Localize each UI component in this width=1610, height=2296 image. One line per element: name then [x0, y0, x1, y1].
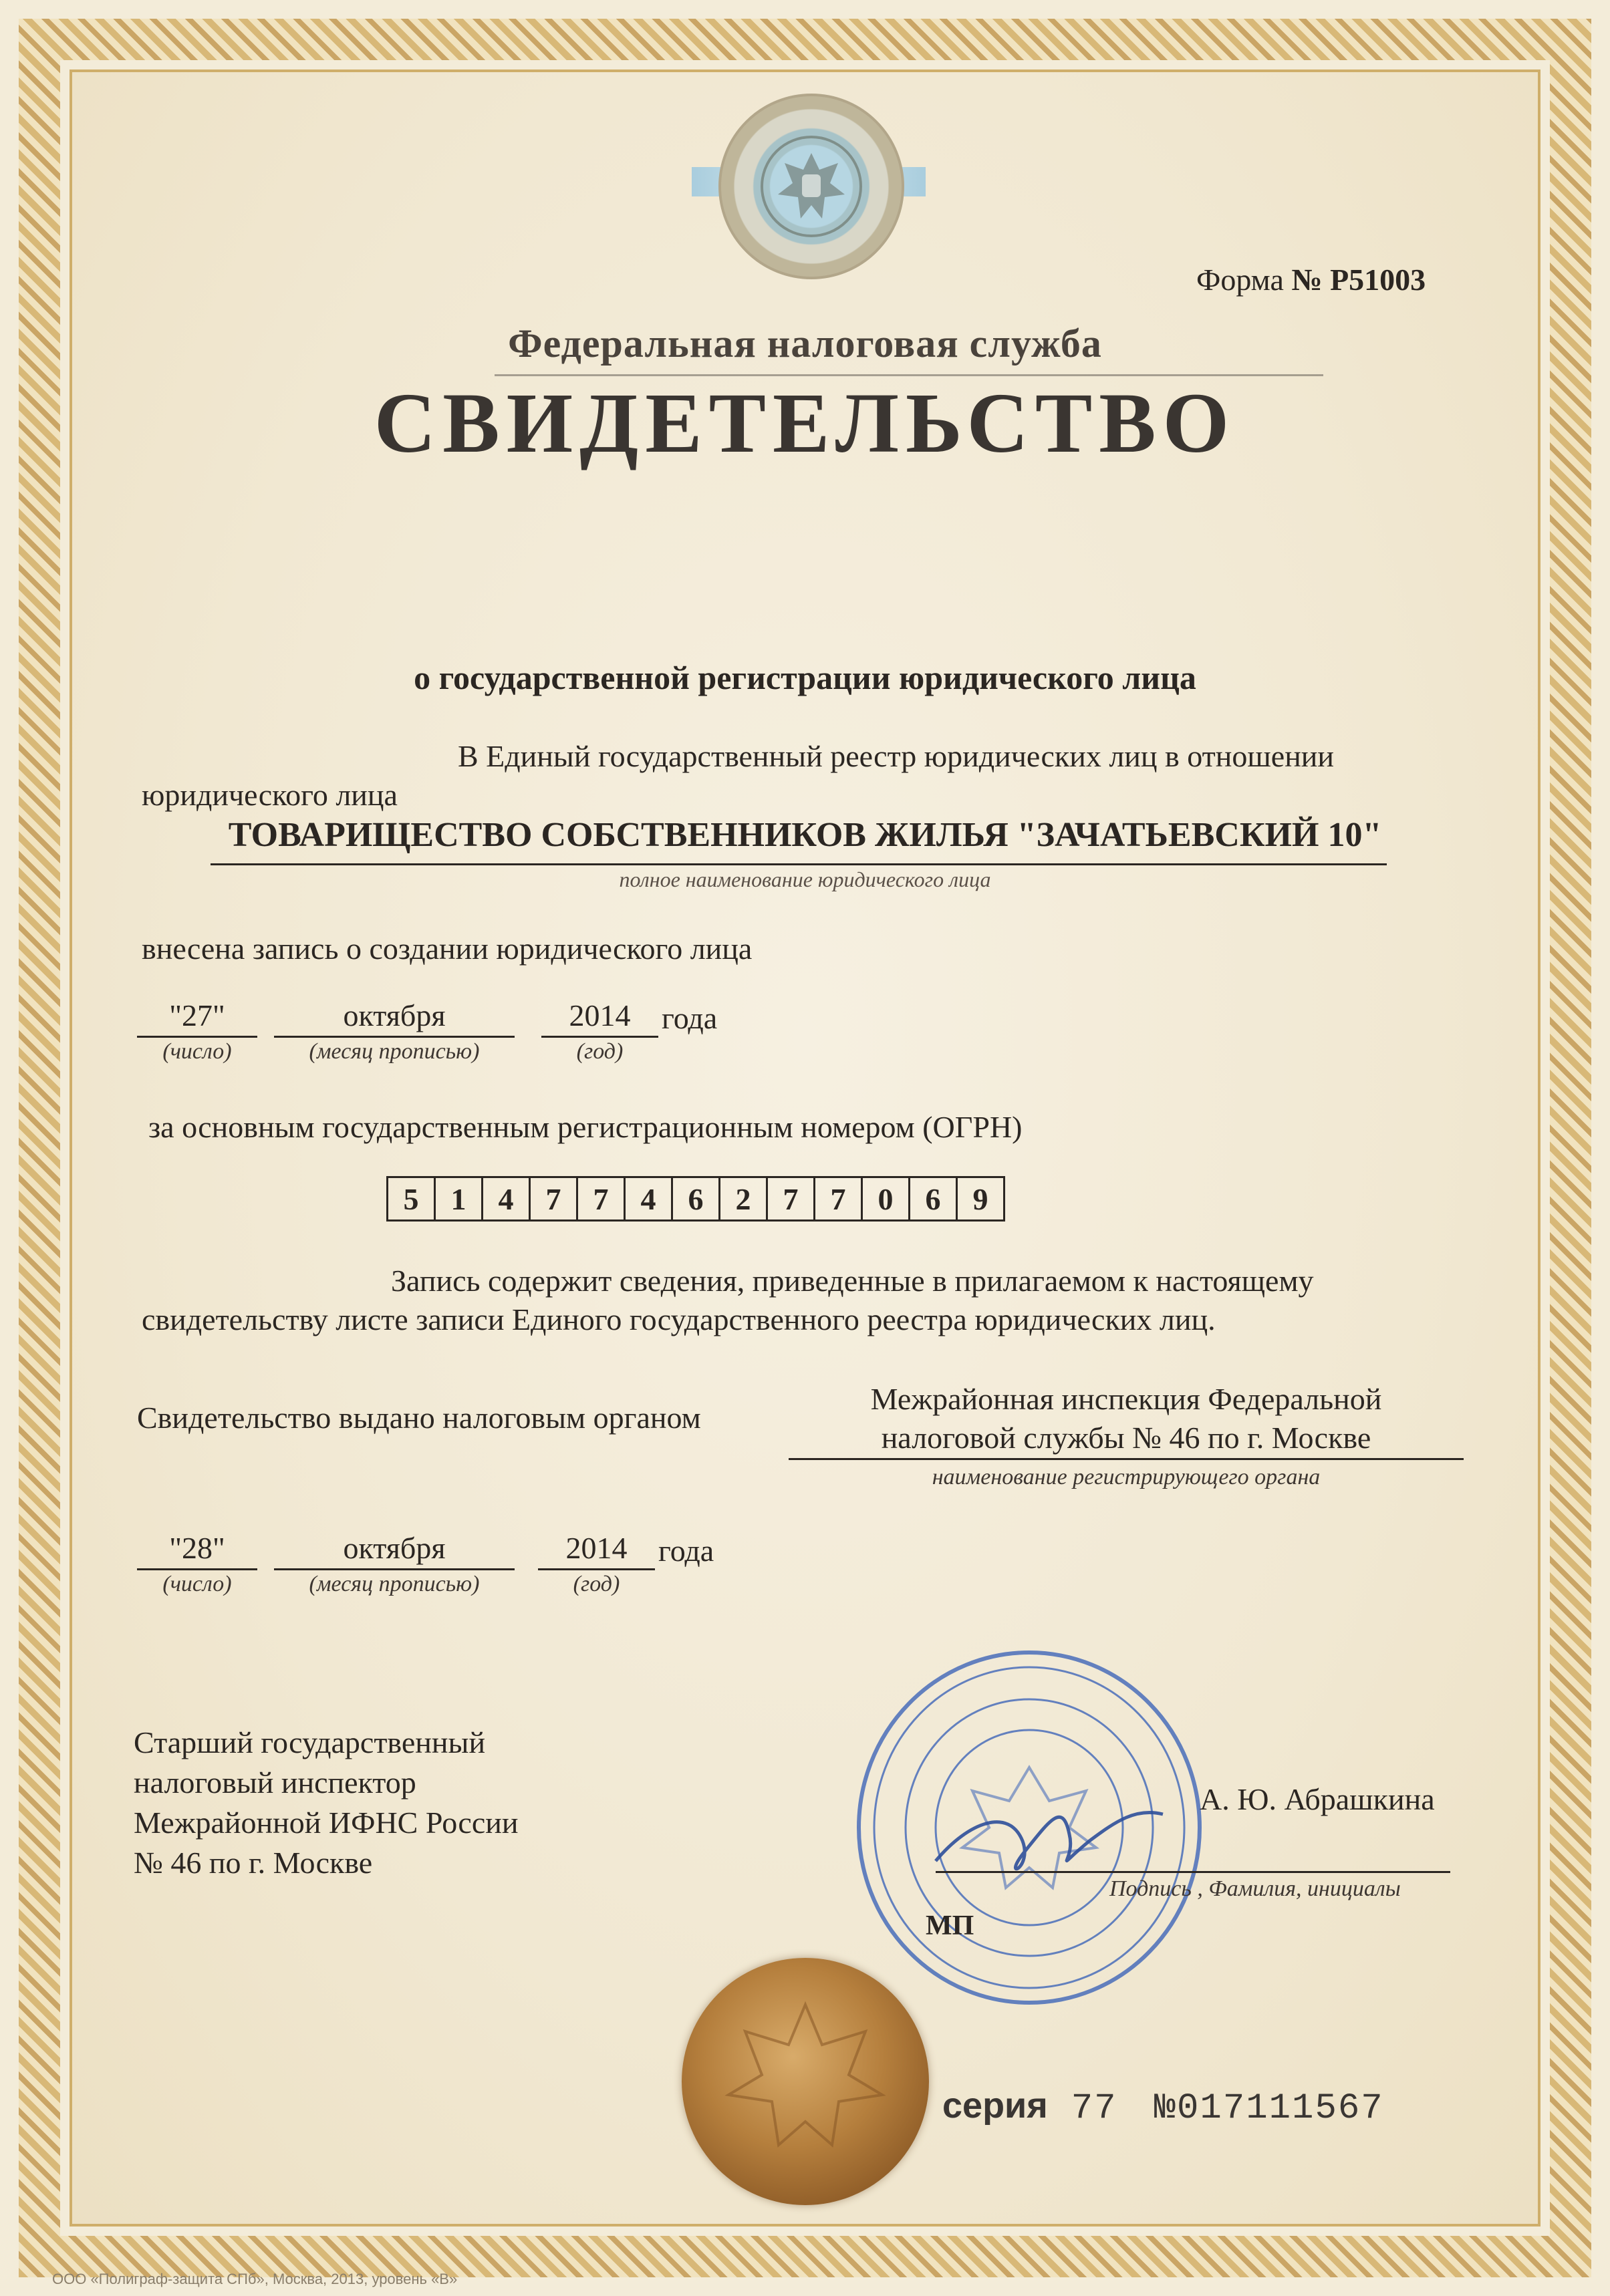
record-month: октября	[343, 998, 446, 1032]
entity-underline	[211, 863, 1387, 865]
signatory-line3: Межрайонной ИФНС России	[134, 1806, 519, 1840]
record-day: "27"	[169, 998, 225, 1032]
form-number	[1196, 262, 1426, 297]
agency-name: Федеральная налоговая служба	[508, 321, 1102, 366]
signatory-line2: налоговый инспектор	[134, 1765, 416, 1800]
issuer-name-line1: Межрайонная инспекция Федеральной	[870, 1382, 1382, 1416]
ogrn-digit: 7	[578, 1178, 626, 1219]
record-day-line	[137, 1036, 257, 1038]
document-subtitle: о государственной регистрации юридического лица	[414, 659, 1196, 696]
form-label: Форма	[1196, 263, 1284, 297]
content-note-line2: свидетельству листе записи Единого государственного реестра юридических лиц.	[142, 1302, 1216, 1336]
ogrn-digit: 7	[768, 1178, 815, 1219]
hologram-emblem	[718, 94, 904, 279]
ogrn-digit: 7	[531, 1178, 578, 1219]
series-block	[942, 2085, 1384, 2129]
entity-name: ТОВАРИЩЕСТВО СОБСТВЕННИКОВ ЖИЛЬЯ "ЗАЧАТЬЕВСКИЙ 10"	[228, 816, 1382, 854]
form-number-value: № Р51003	[1291, 263, 1426, 297]
registry-intro-line1: В Единый государственный реестр юридических лиц в отношении	[458, 739, 1335, 773]
eagle-seal-icon	[682, 1958, 929, 2205]
signature-caption: Подпись , Фамилия, инициалы	[1109, 1876, 1401, 1901]
signatory-name: А. Ю. Абрашкина	[1200, 1782, 1435, 1816]
issue-year: 2014	[565, 1531, 628, 1565]
issuer-label: Свидетельство выдано налоговым органом	[137, 1401, 701, 1435]
ogrn-digit: 1	[436, 1178, 483, 1219]
ogrn-digit: 0	[863, 1178, 910, 1219]
issue-month-line	[274, 1568, 515, 1570]
ogrn-digit: 6	[673, 1178, 720, 1219]
printer-imprint: ООО «Полиграф-защита СПб», Москва, 2013, уровень «В»	[52, 2271, 458, 2287]
issue-month-caption: (месяц прописью)	[309, 1572, 480, 1596]
issue-month: октября	[343, 1531, 446, 1565]
issue-day: "28"	[169, 1531, 225, 1565]
issue-day-line	[137, 1568, 257, 1570]
record-year-suffix: года	[662, 1001, 718, 1035]
issuer-name-line2: налоговой службы № 46 по г. Москве	[881, 1421, 1371, 1455]
record-year: 2014	[569, 998, 631, 1032]
record-year-caption: (год)	[576, 1039, 624, 1064]
signatory-line1: Старший государственный	[134, 1725, 486, 1759]
ogrn-label: за основным государственным регистрационным номером (ОГРН)	[148, 1110, 1023, 1144]
series-value: 77	[1071, 2088, 1117, 2129]
ogrn-number	[386, 1176, 1005, 1222]
issuer-underline	[789, 1458, 1464, 1460]
stamp-place-label: МП	[926, 1910, 974, 1941]
entity-caption: полное наименование юридического лица	[619, 867, 991, 891]
signatory-title	[134, 1723, 519, 1883]
issue-year-suffix: года	[658, 1534, 714, 1568]
eagle-emblem-icon	[758, 133, 865, 240]
record-text: внесена запись о создании юридического лица	[142, 931, 753, 966]
series-label: серия	[942, 2086, 1048, 2126]
issuer-name	[789, 1380, 1464, 1457]
issuer-caption: наименование регистрирующего органа	[932, 1465, 1321, 1489]
ogrn-digit: 2	[720, 1178, 768, 1219]
issue-year-line	[538, 1568, 655, 1570]
issue-day-caption: (число)	[162, 1572, 232, 1596]
record-year-line	[541, 1036, 658, 1038]
ogrn-digit: 4	[483, 1178, 531, 1219]
record-month-caption: (месяц прописью)	[309, 1039, 480, 1064]
content-note-line1: Запись содержит сведения, приведенные в прилагаемом к настоящему	[391, 1264, 1314, 1298]
signature-line	[936, 1871, 1450, 1873]
series-number: №017111567	[1154, 2088, 1384, 2129]
copper-seal	[682, 1958, 929, 2205]
registry-intro-line2: юридического лица	[142, 778, 398, 812]
record-day-caption: (число)	[162, 1039, 232, 1064]
ogrn-digit: 4	[626, 1178, 673, 1219]
record-month-line	[274, 1036, 515, 1038]
ogrn-digit: 6	[910, 1178, 958, 1219]
ogrn-digit: 9	[972, 1181, 988, 1216]
ogrn-digit: 7	[815, 1178, 863, 1219]
document-title: СВИДЕТЕЛЬСТВО	[374, 376, 1236, 470]
signatory-line4: № 46 по г. Москве	[134, 1846, 373, 1880]
issue-year-caption: (год)	[573, 1572, 620, 1596]
ogrn-digit: 5	[388, 1178, 436, 1219]
